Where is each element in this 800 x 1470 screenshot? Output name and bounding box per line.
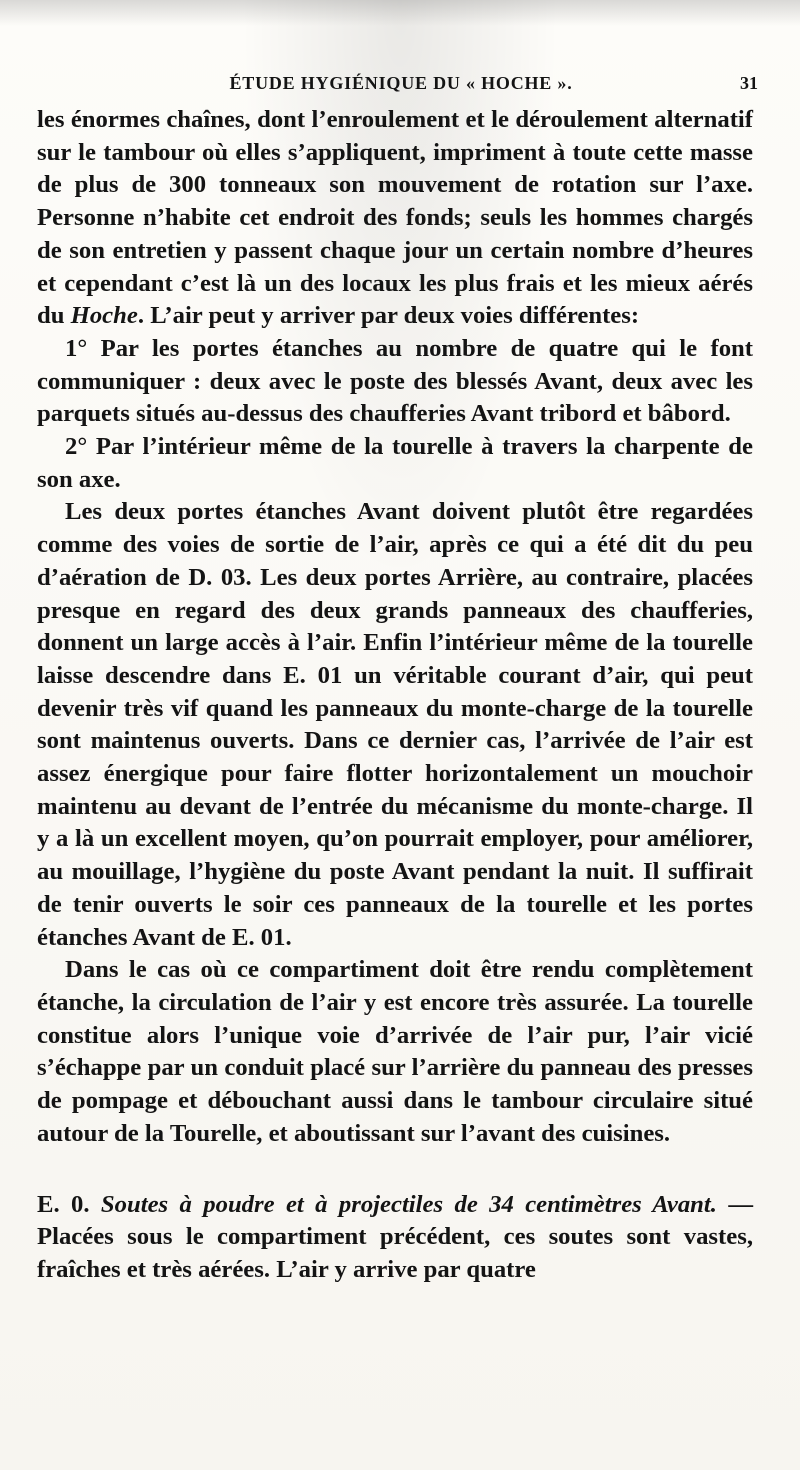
section-label: E. 0.	[37, 1190, 101, 1218]
paragraph-1	[37, 104, 753, 333]
page-header	[40, 72, 762, 96]
paragraph-1-hoche: Hoche	[70, 302, 138, 330]
paragraph-5: Dans le cas où ce compartiment doit être rendu complètement étanche, la circulation de l’air y est encore très assurée. La tourelle constitue alors l’unique voie d’arrivée de l’air pur, l’air vicié s’échappe par un conduit placé sur l’arrière du panneau des presses de pompage et débouchant aussi dans le tambour circulaire situé autour de la Tourelle, et aboutissant sur l’avant des cuisines.	[37, 956, 753, 1147]
page-top-shadow	[0, 0, 800, 26]
paragraph-3: 2° Par l’intérieur même de la tourelle à travers la charpente de son axe.	[37, 433, 753, 493]
paragraph-4: Les deux portes étanches Avant doivent plutôt être regardées comme des voies de sortie de l’air, après ce qui a été dit du peu d’aération de D. 03. Les deux portes Arrière, au contraire, placées presque en regard des deux grands panneaux des chaufferies, donnent un large accès à l’air. Enfin l’intérieur même de la tourelle laisse descendre dans E. 01 un véritable courant d’air, qui peut devenir très vif quand les panneaux du monte-charge de la tourelle sont maintenus ouverts. Dans ce dernier cas, l’arrivée de l’air est assez énergique pour faire flotter horizontalement un mouchoir maintenu au devant de l’entrée du mécanisme du monte-charge. Il y a là un excellent moyen, qu’on pourrait employer, pour améliorer, au mouillage, l’hygiène du poste Avant pendant la nuit. Il suffirait de tenir ouverts le soir ces panneaux de la tourelle et les portes étanches Avant de E. 01.	[37, 498, 753, 951]
paragraph-1-text-b: . L’air peut y arriver par deux voies différentes:	[137, 302, 640, 330]
page-body	[37, 104, 753, 1287]
paragraph-6	[37, 1189, 753, 1287]
paragraph-2: 1° Par les portes étanches au nombre de quatre qui le font communiquer : deux avec le poste des blessés Avant, deux avec les parquets situés au-dessus des chaufferies Avant tribord et bâbord.	[37, 334, 753, 428]
running-title: ÉTUDE HYGIÉNIQUE DU « HOCHE ».	[229, 73, 573, 93]
paragraph-1-text-a: les énormes chaînes, dont l’enroulement et le déroulement alternatif sur le tambour où elles s’appliquent, impriment à toute cette masse de plus de 300 tonneaux son mouvement de rotation sur l’axe. Personne n’habite cet endroit des fonds; seuls les hommes chargés de son entretien y passent chaque jour un certain nombre d’heures et cependant c’est là un des locaux les plus frais et les mieux aérés du	[37, 106, 753, 330]
section-text: — Placées sous le compartiment précédent, ces soutes sont vastes, fraîches et très aérées. L’air y arrive par quatre	[37, 1190, 754, 1283]
section-title: Soutes à poudre et à projectiles de 34 centimètres Avant.	[100, 1190, 717, 1218]
page-number: 31	[740, 73, 758, 93]
